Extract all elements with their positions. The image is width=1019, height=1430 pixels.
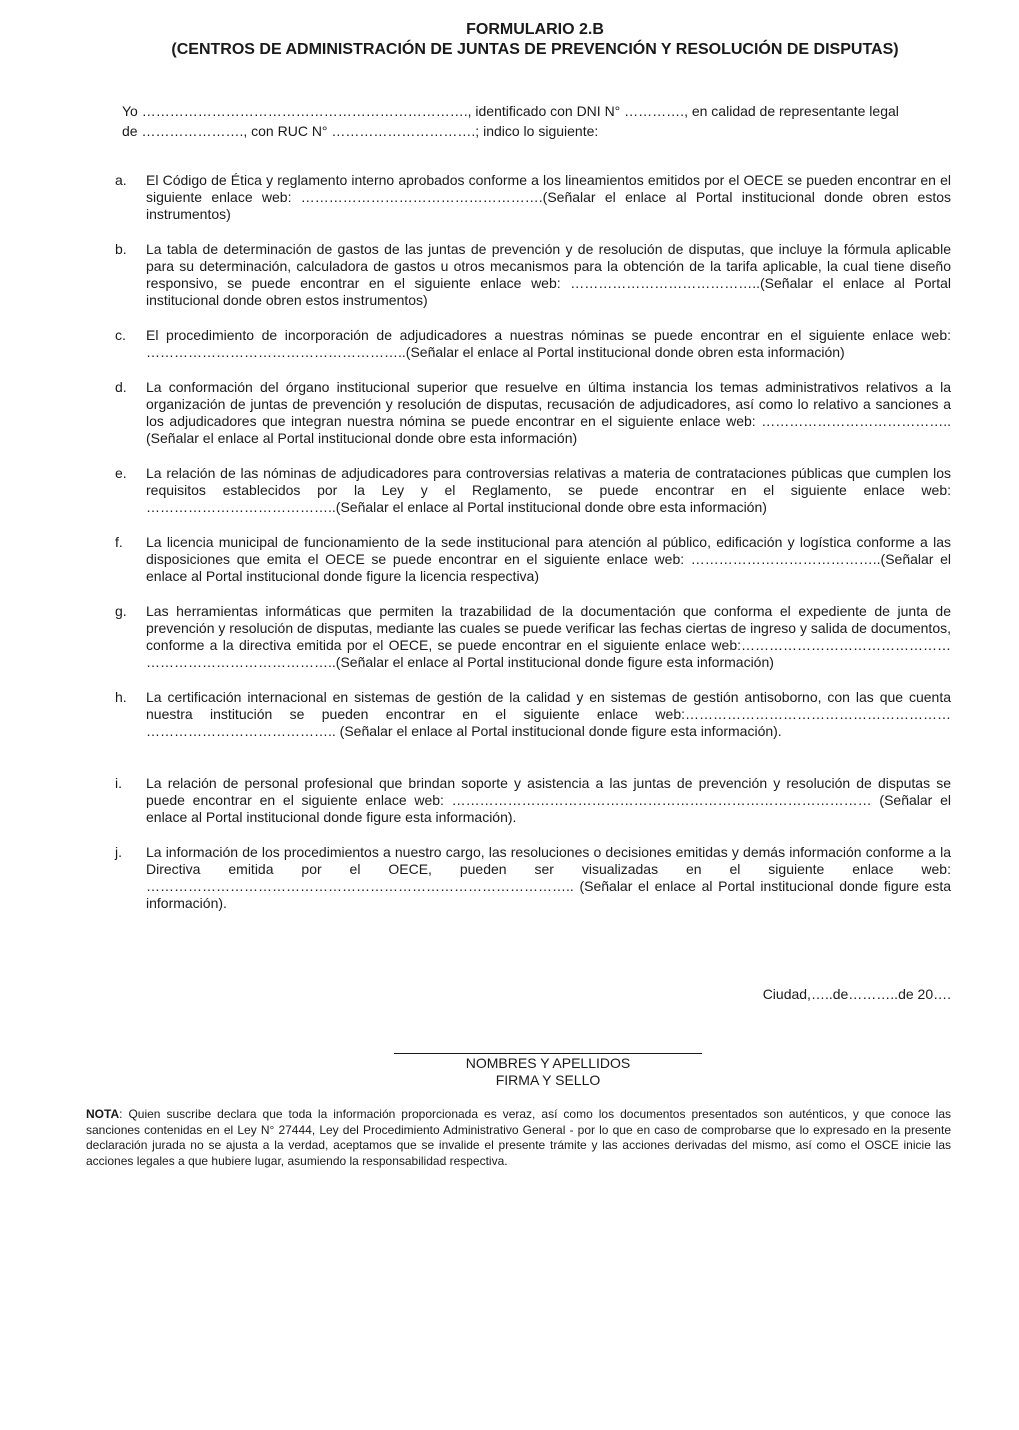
item-text: La relación de las nóminas de adjudicadores para controversias relativas a materia de contrataciones públicas que cumplen los requisitos establecidos por la Ley y el Reglamento, se puede encontrar en el siguiente enlace web: …………………………………..(Señalar el enlace al Portal institucional donde obre esta información): [146, 465, 951, 515]
item-text: La relación de personal profesional que brindan soporte y asistencia a las juntas de prevención y resolución de disputas se puede encontrar en el siguiente enlace web: ……………………………………………………………………………… (Señalar el enlace al Portal institucional donde figure esta información).: [146, 775, 951, 825]
item-letter: i.: [115, 775, 122, 791]
item-letter: h.: [115, 689, 127, 705]
legal-note: [86, 1107, 951, 1169]
city-date-line: Ciudad,…..de………..de 20….: [762, 986, 951, 1002]
item-letter: b.: [115, 241, 127, 257]
item-letter: c.: [115, 327, 126, 343]
item-letter: f.: [115, 534, 123, 550]
item-text: La licencia municipal de funcionamiento de la sede institucional para atención al público, edificación y logística conforme a las disposiciones que emita el OECE se puede encontrar en el siguiente enlace web: …………………………………..(Señalar el enlace al Portal institucional donde figure la licencia respectiva): [146, 534, 951, 584]
list-item-a: [115, 172, 951, 223]
form-title-line2: (CENTROS DE ADMINISTRACIÓN DE JUNTAS DE PREVENCIÓN Y RESOLUCIÓN DE DISPUTAS): [171, 41, 899, 58]
signature-seal: FIRMA Y SELLO: [495, 1072, 601, 1088]
item-letter: e.: [115, 465, 127, 481]
item-letter: d.: [115, 379, 127, 395]
item-text: La certificación internacional en sistemas de gestión de la calidad y en sistemas de gestión antisoborno, con las que cuenta nuestra institución se pueden encontrar en el siguiente enlace web:………………………………………………… ………………………………….. (Señalar el enlace al Portal institucional donde figure esta información).: [146, 689, 951, 739]
item-text: El procedimiento de incorporación de adjudicadores a nuestras nóminas se puede encontrar en el siguiente enlace web: ………………………………………………..(Señalar el enlace al Portal institucional donde obren esta información): [146, 327, 951, 360]
note-text: : Quien suscribe declara que toda la información proporcionada es veraz, así como los documentos presentados son auténticos, y que conoce las sanciones contenidas en el Ley N° 27444, Ley del Procedimiento Administrativo General - por lo que en caso de comprobarse que lo expresado en la presente declaración jurada no se ajusta a la verdad, aceptamos que se invalide el presente trámite y las acciones derivadas del mismo, así como el OSCE inicie las acciones legales a que hubiere lugar, asumiendo la responsabilidad respectiva.: [86, 1107, 951, 1168]
signature-line: [394, 1053, 702, 1054]
list-item-h: [115, 689, 951, 740]
list-item-c: [115, 327, 951, 361]
item-letter: a.: [115, 172, 127, 188]
signature-block: [398, 1055, 698, 1089]
form-title-line1: FORMULARIO 2.B: [466, 21, 604, 38]
list-item-e: [115, 465, 951, 516]
intro-line1: Yo ……………………………………………………………., identificado con DNI N° …………., en calidad de representante legal: [122, 103, 899, 119]
item-text: La tabla de determinación de gastos de las juntas de prevención y de resolución de disputas, que incluye la fórmula aplicable para su determinación, calculadora de gastos u otros mecanismos para la obtención de la tarifa aplicable, la cual tiene diseño responsivo, se puede encontrar en el siguiente enlace web: …………………………………..(Señalar el enlace al Portal institucional donde obren estos instrumentos): [146, 241, 951, 308]
note-label: NOTA: [86, 1107, 120, 1121]
item-letter: j.: [115, 844, 122, 860]
item-text: La conformación del órgano institucional superior que resuelve en última instancia los temas administrativos relativos a la organización de juntas de prevención y resolución de disputas, recusación de adjudicadores, así como lo relativo a sanciones a los adjudicadores que integran nuestra nómina se puede encontrar en el siguiente enlace web: …………………………………..(Señalar el enlace al Portal institucional donde obre esta información): [146, 379, 951, 446]
list-item-g: [115, 603, 951, 671]
item-text: Las herramientas informáticas que permiten la trazabilidad de la documentación que conforma el expediente de junta de prevención y resolución de disputas, mediante las cuales se puede verificar las fechas ciertas de ingreso y salida de documentos, conforme a la directiva emitida por el OECE, se puede encontrar en el siguiente enlace web:……………………………………… …………………………………..(Señalar el enlace al Portal institucional donde figure esta información): [146, 603, 951, 670]
form-title: [100, 20, 970, 60]
intro-paragraph: [122, 101, 952, 141]
signature-name: NOMBRES Y APELLIDOS: [465, 1055, 631, 1071]
list-item-b: [115, 241, 951, 309]
list-item-f: [115, 534, 951, 585]
declaration-list: [115, 172, 951, 912]
list-item-i: [115, 775, 951, 826]
item-text: La información de los procedimientos a nuestro cargo, las resoluciones o decisiones emitidas y demás información conforme a la Directiva emitida por el OECE, pueden ser visualizadas en el siguiente enlace web: ……………………………………………………………………………….. (Señalar el enlace al Portal institucional donde figure esta información).: [146, 844, 951, 911]
item-letter: g.: [115, 603, 127, 619]
intro-line2: de …………………., con RUC N° ………………………….; indico lo siguiente:: [122, 123, 599, 139]
list-item-d: [115, 379, 951, 447]
list-item-j: [115, 844, 951, 912]
item-text: El Código de Ética y reglamento interno aprobados conforme a los lineamientos emitidos por el OECE se pueden encontrar en el siguiente enlace web: …………………………………………….(Señalar el enlace al Portal institucional donde obren estos instrumentos): [146, 172, 951, 222]
